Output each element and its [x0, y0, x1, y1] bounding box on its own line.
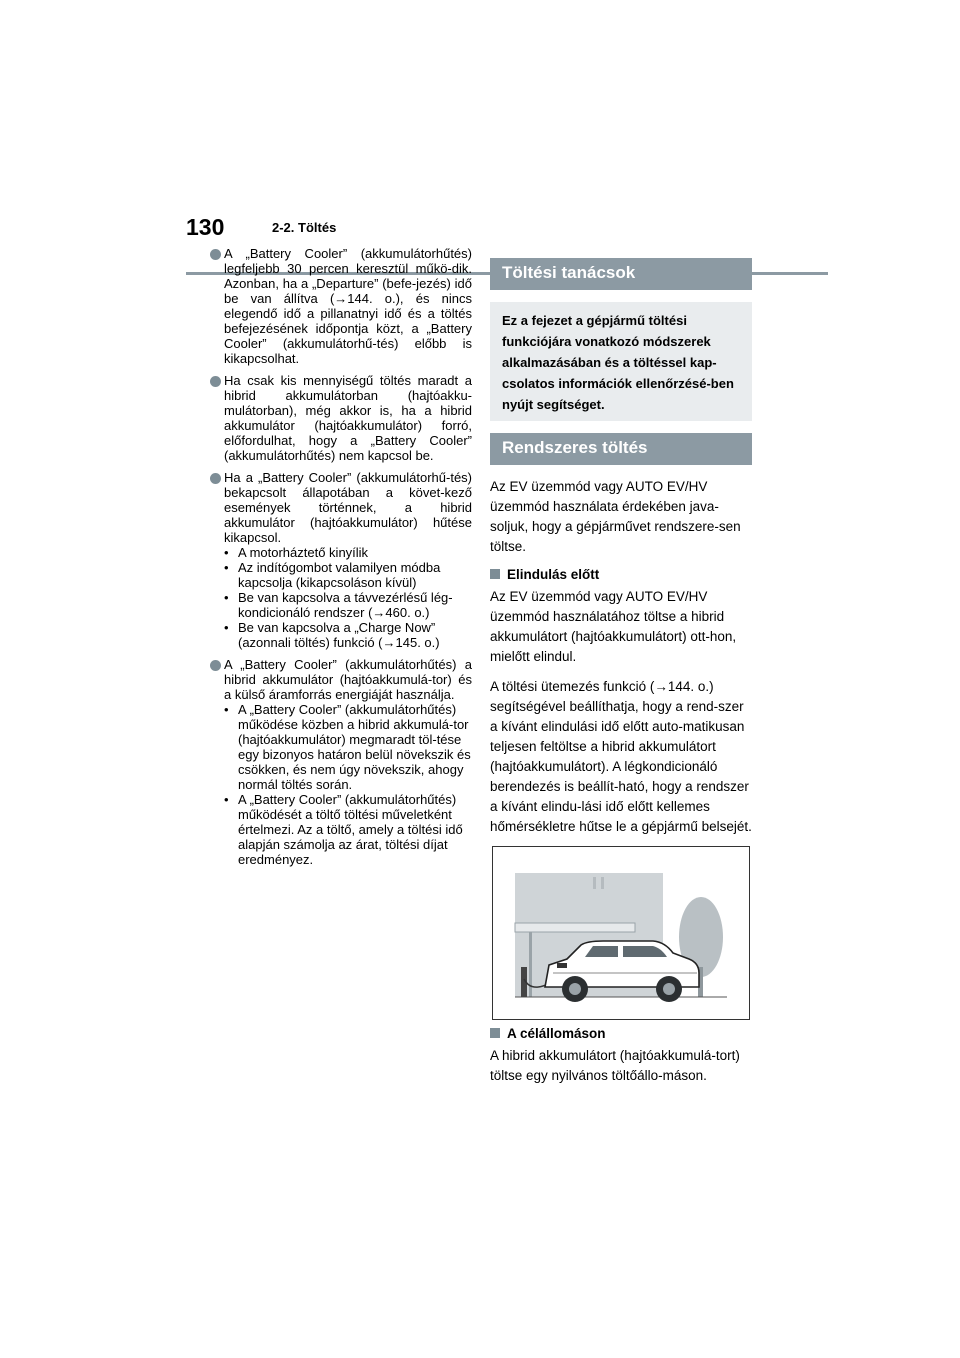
intro-callout: Ez a fejezet a gépjármű töltési funkciójára vonatkozó módszerek alkalmazásában és a töltéssel kap-csolatos információk ellenőrzésé-ben nyújt segítséget.	[490, 302, 752, 421]
bullet-item	[210, 373, 472, 463]
section-label: 2-2. Töltés	[272, 220, 337, 235]
bullet-dot-icon	[210, 660, 221, 671]
bullet-dot-icon	[210, 473, 221, 484]
bullet-item	[210, 657, 472, 867]
bullet-text: A „Battery Cooler” (akkumulátorhűtés) a hibrid akkumulátor (hajtóakkumulá-tor) és a külső áramforrás energiáját használja.	[224, 657, 472, 702]
bullet-item	[210, 470, 472, 650]
paragraph: Az EV üzemmód vagy AUTO EV/HV üzemmód használatához töltse a hibrid akkumulátort (hajtóakkumulátort) ott-hon, mielőtt elindul.	[490, 589, 737, 664]
left-column	[210, 246, 472, 874]
bullet-text: Ha a „Battery Cooler” (akkumulátorhű-tés) bekapcsolt állapotában a követ-kező események történnek, a hibrid akkumulátor (hajtóakkumulátor) hűtése kikapcsol.	[224, 470, 472, 545]
sub-bullet: • Az indítógombot valamilyen módba kapcsolja (kikapcsoláson kívül)	[224, 560, 472, 590]
subheading-before-departure: Elindulás előtt	[490, 565, 752, 585]
intro-paragraph: Az EV üzemmód vagy AUTO EV/HV üzemmód használata érdekében java-soljuk, hogy a gépjárművet rendszere-sen töltse.	[490, 479, 741, 554]
sub-bullet: • Be van kapcsolva a távvezérlésű lég-kondicionáló rendszer (→460. o.)	[224, 590, 472, 620]
page-number: 130	[186, 214, 225, 240]
paragraph: A töltési ütemezés funkció (→144. o.) segítségével beállíthatja, hogy a rend-szer a kívánt elindulási idő előtt auto-matikusan teljesen feltöltse a hibrid akkumulátort (hajtóakkumulátort). A légkondicionáló berendezés is beállít-ható, hogy a rendszer a kívánt elindu-lási idő előtt kellemes hőmérsékletre hűtse le a gépjármű belsejét.	[490, 679, 752, 834]
bullet-text: A „Battery Cooler” (akkumulátorhűtés) legfeljebb 30 percen keresztül műkö-dik. Azonban, ha a „Departure” (befe-jezés) idő be van állítva (→144. o.), és nincs elegendő idő a pillanatnyi idő és a töltés befejezésének időpontja közt, a „Battery Cooler” (akkumulátorhű-tés) előbb is kikapcsolhat.	[224, 246, 472, 366]
sub-bullet: • A „Battery Cooler” (akkumulátorhűtés) működése közben a hibrid akkumulá-tor (hajtóakkumulátor) megmaradt töl-tése egy bizonyos határon belül növekszik és csökken, és nem úgy növekszik, ahogy normál töltés során.	[224, 702, 472, 792]
square-bullet-icon	[490, 1028, 500, 1038]
bullet-dot-icon	[210, 249, 221, 260]
sub-bullet: • A „Battery Cooler” (akkumulátorhűtés) működését a töltő töltési műveletként értelmezi. Az a töltő, amely a töltési idő alapján számolja az árat, töltési díjat eredményez.	[224, 792, 472, 867]
bullet-text: Ha csak kis mennyiségű töltés maradt a hibrid akkumulátorban (hajtóakku-mulátorban), még akkor is, ha a hibrid akkumulátor (hajtóakkumulátor) forró, előfordulhat, hogy a „Battery Cooler” (akkumulátorhűtés) nem kapcsol be.	[224, 373, 472, 463]
charging-car-illustration	[492, 846, 750, 1020]
sub-bullet: • Be van kapcsolva a „Charge Now” (azonnali töltés) funkció (→145. o.)	[224, 620, 472, 650]
square-bullet-icon	[490, 569, 500, 579]
bullet-item	[210, 246, 472, 366]
section-band-charging-tips: Töltési tanácsok	[490, 258, 752, 290]
house-car-charger-icon	[493, 847, 749, 1019]
right-column	[490, 258, 752, 837]
sub-bullet: • A motorháztető kinyílik	[224, 545, 472, 560]
subheading-at-destination: A célállomáson	[490, 1024, 752, 1044]
section-band-regular-charging: Rendszeres töltés	[490, 433, 752, 465]
bullet-dot-icon	[210, 376, 221, 387]
paragraph: A hibrid akkumulátort (hajtóakkumulá-tort) töltse egy nyilvános töltőállo-máson.	[490, 1048, 740, 1083]
right-column-lower	[490, 1024, 752, 1086]
